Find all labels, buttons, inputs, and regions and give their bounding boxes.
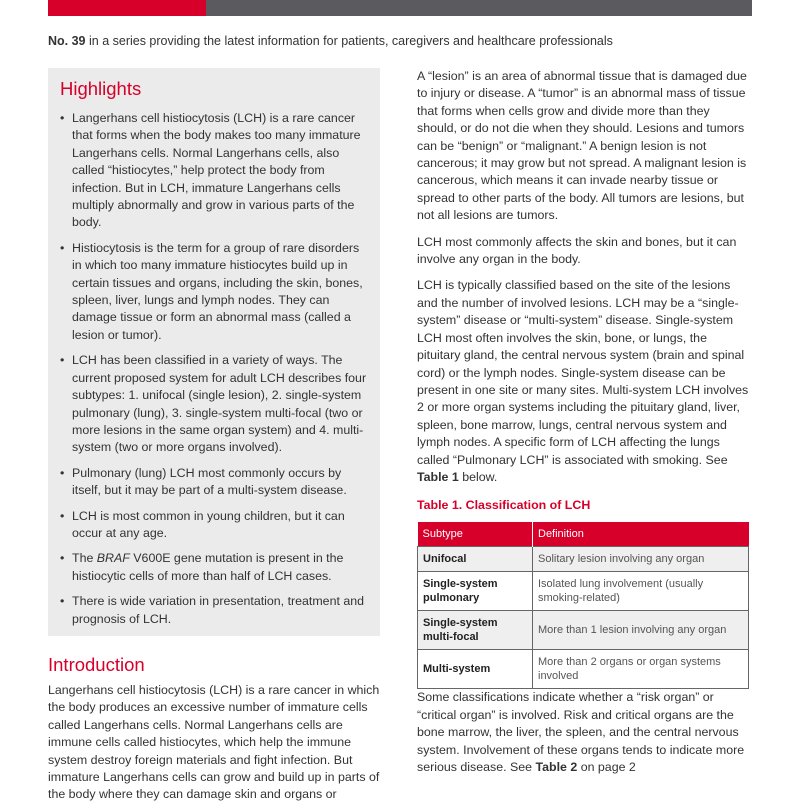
risk-organ-paragraph <box>417 689 753 776</box>
introduction-text: Langerhans cell histiocytosis (LCH) is a rare cancer in which the body produces an excessive number of immature cells called Langerhans cells. Normal Langerhans cells are immune cells called histiocytes, which help the immune system destroy foreign materials and fight infection. But immature Langerhans cells can grow and build up in parts of the body where they can damage skin and organs or <box>48 683 380 802</box>
table1-reference: Table 1 <box>417 469 459 484</box>
header-accent-bar <box>48 0 206 16</box>
table-header-definition: Definition <box>533 522 749 547</box>
introduction-title: Introduction <box>48 654 145 675</box>
highlight-item: • LCH is most common in young children, but it can occur at any age. <box>60 508 368 543</box>
risk-organ-end: on page 2 <box>577 759 636 774</box>
table-cell-subtype: Multi-system <box>418 650 533 689</box>
highlight-item: • The BRAF V600E gene mutation is present in the histiocytic cells of more than half of LCH cases. <box>60 550 368 585</box>
classification-paragraph <box>417 277 753 486</box>
table-header-subtype: Subtype <box>418 522 533 547</box>
table-cell-subtype: Unifocal <box>418 547 533 572</box>
risk-organ-text: Some classifications indicate whether a “risk organ” or “critical organ” is involved. Risk and critical organs are the bone marrow, the liver, the spleen, and the central nervous system. Involvement of these organs tends to indicate more serious disease. See <box>417 690 745 774</box>
gene-name: BRAF <box>96 551 130 566</box>
classification-text: LCH is typically classified based on the site of the lesions and the number of involved lesions. LCH may be a “single-system” disease or “multi-system” disease. Single-system LCH most often involves the skin, bone, or lungs, the pituitary gland, the central nervous system (brain and spinal cord) or the lymph nodes. Single-system disease can be present in one site or many sites. Multi-system LCH involves 2 or more organ systems including the pituitary gland, liver, spleen, bone marrow, lungs, central nervous system and lymph nodes. A specific form of LCH affecting the lungs called “Pulmonary LCH” is associated with smoking. See <box>417 278 749 467</box>
right-column <box>417 68 753 785</box>
table2-reference: Table 2 <box>535 759 578 774</box>
table-header-row <box>418 522 749 547</box>
table-row <box>418 547 749 572</box>
highlight-item: • LCH has been classified in a variety of ways. The current proposed system for adult LCH describes four subtypes: 1. unifocal (single lesion), 2. single-system pulmonary (lung), 3. single-system multi-focal (two or more lesions in the same organ system) and 4. multi-system (two or more organs involved). <box>60 352 368 456</box>
table-cell-definition: Solitary lesion involving any organ <box>533 547 749 572</box>
table-row <box>418 611 749 650</box>
table-cell-subtype: Single-system multi-focal <box>418 611 533 650</box>
series-number: No. 39 <box>48 34 86 48</box>
highlight-item: • There is wide variation in presentation, treatment and prognosis of LCH. <box>60 593 368 628</box>
series-line <box>48 34 613 48</box>
table-cell-definition: More than 2 organs or organ systems involved <box>533 650 749 689</box>
series-text: in a series providing the latest information for patients, caregivers and healthcare professionals <box>85 34 613 48</box>
highlight-item: • Histiocytosis is the term for a group of rare disorders in which too many immature histiocytes build up in certain tissues and organs, including the skin, bones, spleen, liver, lungs and lymph nodes. They can damage tissue or form an abnormal mass (called a lesion or tumor). <box>60 240 368 344</box>
classification-end: below. <box>458 469 498 484</box>
table-cell-definition: More than 1 lesion involving any organ <box>533 611 749 650</box>
header-gray-bar <box>206 0 752 16</box>
table1-caption: Table 1. Classification of LCH <box>417 498 591 513</box>
table-cell-subtype: Single-system pulmonary <box>418 572 533 611</box>
highlight-item: • Pulmonary (lung) LCH most commonly occurs by itself, but it may be part of a multi-system disease. <box>60 465 368 500</box>
highlights-title: Highlights <box>60 78 142 99</box>
affects-paragraph: LCH most commonly affects the skin and bones, but it can involve any organ in the body. <box>417 234 737 267</box>
lesion-paragraph: A “lesion” is an area of abnormal tissue that is damaged due to injury or disease. A “tumor” is an abnormal mass of tissue that forms when cells grow and divide more than they should, or do not die when they should. Lesions and tumors can be “benign” or “malignant.” A benign lesion is not cancerous; it may grow but not spread. A malignant lesion is cancerous, which means it can invade nearby tissue or spread to other parts of the body. All tumors are lesions, but not all lesions are tumors. <box>417 69 747 223</box>
table-row <box>418 572 749 611</box>
table-row <box>418 650 749 689</box>
highlights-panel <box>48 68 380 636</box>
highlights-list <box>60 110 368 628</box>
table-cell-definition: Isolated lung involvement (usually smoking-related) <box>533 572 749 611</box>
classification-table <box>417 522 749 689</box>
highlight-item: • Langerhans cell histiocytosis (LCH) is a rare cancer that forms when the body makes too many immature Langerhans cells. Normal Langerhans cells, also called “histiocytes,” help protect the body from infection. But in LCH, immature Langerhans cells multiply abnormally and grow in various parts of the body. <box>60 110 368 232</box>
